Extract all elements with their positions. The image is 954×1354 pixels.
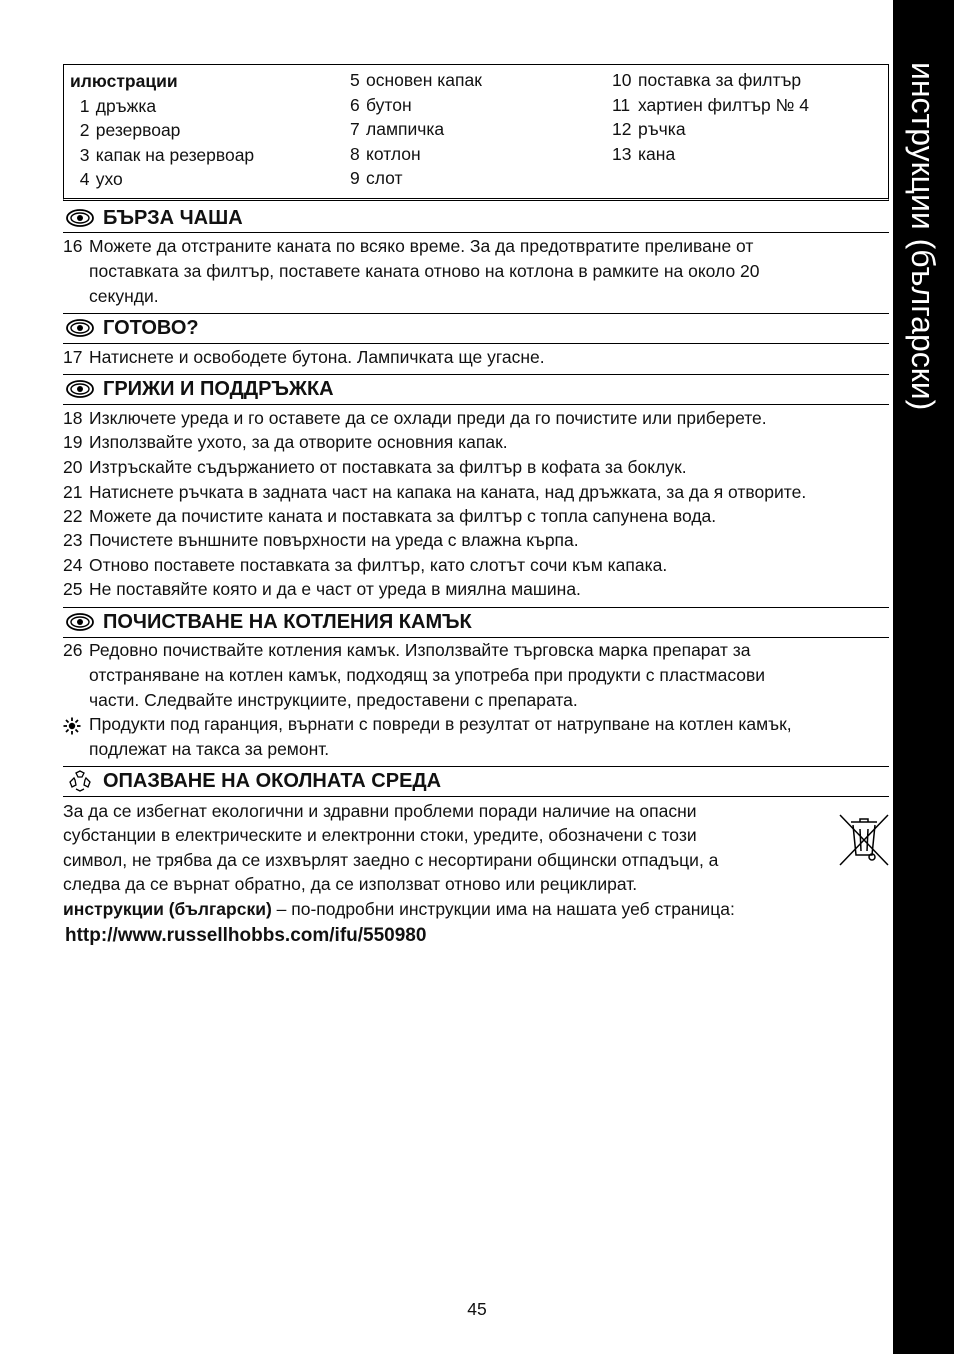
environment-paragraph-line: субстанции в електрическите и електронни стоки, уредите, обозначени с този (63, 825, 697, 845)
page-number: 45 (467, 1299, 487, 1319)
crossed-wheelie-bin-icon (838, 813, 890, 867)
part-item: 8 котлон (350, 143, 421, 164)
parts-column-3 (612, 68, 809, 166)
part-item: 12 ръчка (612, 119, 686, 140)
instruction-item: 22 Можете да почистите каната и поставката за филтър с топла сапунена вода. (63, 506, 717, 526)
web-instructions-line: инструкции (български) – по-подробни инструкции има на нашата уеб страница: (63, 899, 735, 919)
eye-icon (65, 318, 95, 338)
parts-title: илюстрации (70, 71, 178, 91)
section-title: ОПАЗВАНЕ НА ОКОЛНАТА СРЕДА (103, 770, 442, 792)
instruction-continuation: секунди. (89, 286, 159, 306)
section-title: ГОТОВО? (103, 317, 199, 339)
instruction-item: 26 Редовно почиствайте котления камък. Използвайте търговска марка препарат за (63, 640, 751, 660)
warning-sun-icon (63, 717, 81, 735)
part-item: 9 слот (350, 168, 403, 189)
instruction-item: 17 Натиснете и освободете бутона. Лампичката ще угасне. (63, 347, 545, 367)
side-tab-label: инструкции (български) (905, 62, 941, 411)
part-item: 6 бутон (350, 94, 412, 115)
part-item: 4 ухо (79, 169, 123, 190)
environment-paragraph-line: следва да се върнат обратно, да се използват отново или рециклират. (63, 874, 638, 894)
instructions-url-link[interactable]: http://www.russellhobbs.com/ifu/550980 (65, 925, 427, 946)
section-heading-descale (63, 607, 889, 638)
part-item: 7 лампичка (350, 119, 445, 140)
instruction-item: 24 Отново поставете поставката за филтър, като слотът сочи към капака. (63, 555, 668, 575)
instruction-item: 25 Не поставяйте която и да е част от уреда в миялна машина. (63, 579, 581, 599)
part-item: 3 капак на резервоар (79, 144, 255, 165)
instruction-item: 19 Използвайте ухото, за да отворите основния капак. (63, 432, 508, 452)
parts-column-1 (70, 69, 254, 192)
part-item: 11 хартиен филтър № 4 (612, 94, 809, 115)
instruction-item: 16 Можете да отстраните каната по всяко време. За да предотвратите преливане от (63, 236, 754, 256)
environment-paragraph-line: символ, не трябва да се изхвърлят заедно с несортирани общински отпадъци, а (63, 850, 719, 870)
part-item: 1 дръжка (79, 95, 157, 116)
eye-icon (65, 612, 95, 632)
part-item: 10 поставка за филтър (612, 70, 802, 90)
instruction-continuation: поставката за филтър, поставете каната отново на котлона в рамките на около 20 (89, 261, 760, 281)
instruction-continuation: отстраняване на котлен камък, подходящ за употреба при продукти с пластмасови (89, 665, 766, 685)
part-item: 2 резервоар (79, 120, 181, 141)
section-title: ГРИЖИ И ПОДДРЪЖКА (103, 378, 334, 400)
section-heading-care (63, 374, 889, 405)
parts-column-2 (350, 68, 482, 191)
section-title: БЪРЗА ЧАША (103, 207, 243, 229)
section-title: ПОЧИСТВАНЕ НА КОТЛЕНИЯ КАМЪК (103, 611, 472, 633)
section-heading-environment (63, 766, 889, 797)
part-item: 5 основен капак (350, 70, 482, 90)
side-language-tab (893, 0, 954, 1354)
instruction-item: 20 Изтръскайте съдържанието от поставката за филтър в кофата за боклук. (63, 457, 687, 477)
instruction-item: 18 Изключете уреда и го оставете да се охлади преди да го почистите или приберете. (63, 408, 767, 428)
warning-note: Продукти под гаранция, върнати с повреди в резултат от натрупване на котлен камък, (89, 714, 792, 734)
instruction-item: 23 Почистете външните повърхности на уреда с влажна кърпа. (63, 530, 579, 550)
instruction-continuation: части. Следвайте инструкциите, предоставени с препарата. (89, 690, 578, 710)
parts-list (63, 64, 889, 201)
recycle-icon (65, 770, 95, 792)
eye-icon (65, 208, 95, 228)
section-heading-ready (63, 313, 889, 344)
environment-paragraph-line: За да се избегнат екологични и здравни проблеми поради наличие на опасни (63, 801, 697, 821)
warning-note-continuation: подлежат на такса за ремонт. (89, 739, 330, 759)
section-heading-quick-cup (63, 204, 889, 233)
instruction-item: 21 Натиснете ръчката в задната част на капака на каната, над дръжката, за да я отворите. (63, 482, 807, 502)
part-item: 13 кана (612, 143, 676, 164)
eye-icon (65, 379, 95, 399)
